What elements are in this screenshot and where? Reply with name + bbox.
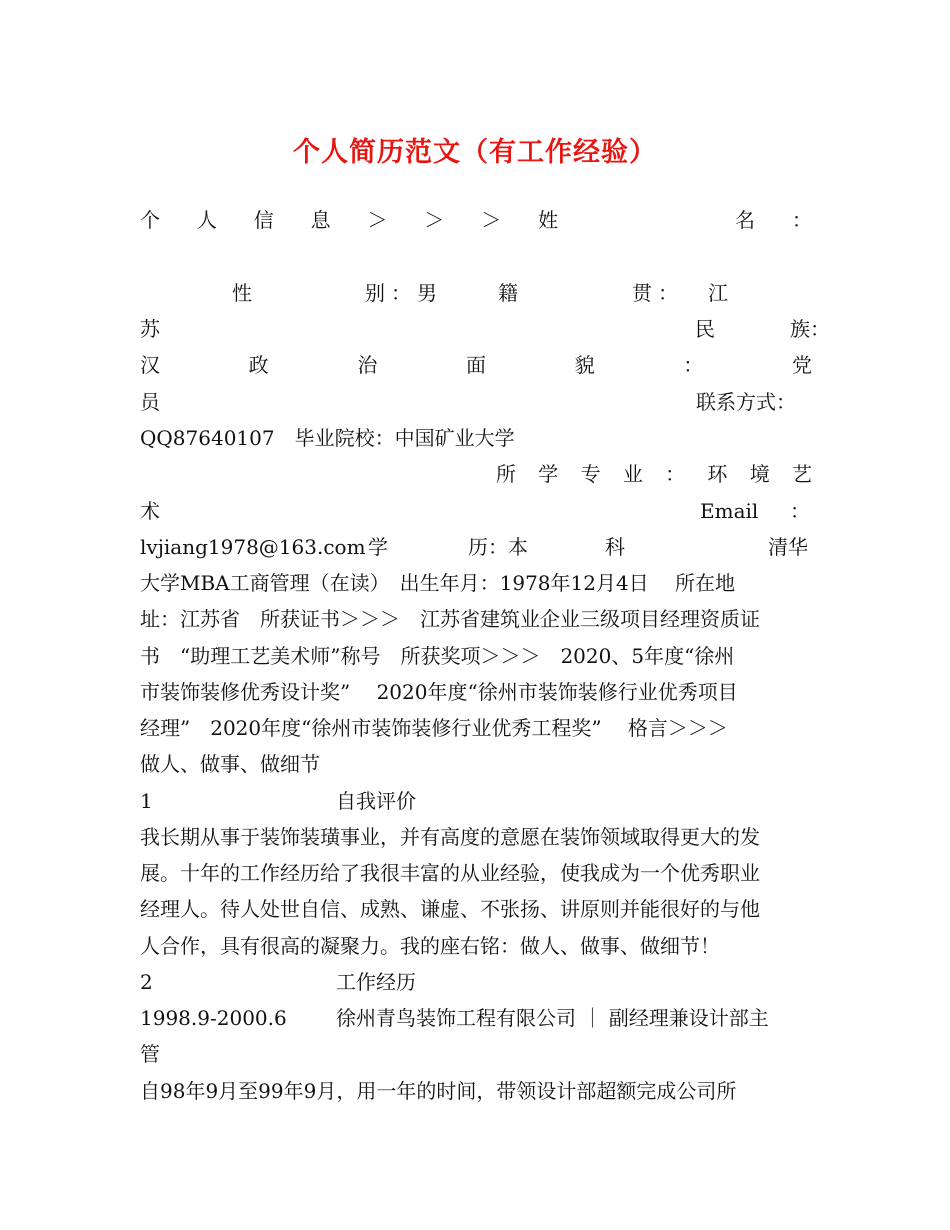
major-char: ： bbox=[665, 462, 686, 486]
nation-label-2: 族： bbox=[790, 317, 830, 341]
info-char: 息 bbox=[310, 208, 331, 232]
job-company: 徐州青鸟装饰工程有限公司 ｜ 副经理兼设计部主 bbox=[336, 1006, 769, 1030]
info-char: 人 bbox=[196, 208, 217, 232]
job-row bbox=[140, 1000, 812, 1036]
text-line: 书 “助理工艺美术师”称号 所获奖项＞＞＞ 2020、5年度“徐州 bbox=[140, 644, 735, 668]
paragraph-line: 经理人。待人处世自信、成熟、谦虚、不张扬、讲原则并能很好的与他 bbox=[140, 897, 760, 921]
politics-char: 治 bbox=[357, 353, 378, 377]
degree-value-2: 科 bbox=[605, 535, 625, 559]
info-char: 信 bbox=[253, 208, 274, 232]
native-label-2: 贯： bbox=[632, 281, 684, 305]
politics-char: 政 bbox=[248, 353, 269, 377]
email-colon: ： bbox=[790, 499, 810, 523]
politics-char: 汉 bbox=[140, 353, 160, 377]
email-value: lvjiang1978@163.com bbox=[140, 535, 366, 559]
info-char: ： bbox=[791, 208, 812, 232]
section-heading-work bbox=[140, 964, 812, 1000]
page-title: 个人简历范文（有工作经验） bbox=[293, 137, 657, 168]
major-char: 学 bbox=[538, 462, 559, 486]
nation-label: 民 bbox=[695, 317, 715, 341]
section-number: 2 bbox=[140, 970, 153, 994]
info-char: ＞ bbox=[424, 208, 445, 232]
section-label: 自我评价 bbox=[336, 789, 416, 813]
major-char: 境 bbox=[749, 462, 770, 486]
email-label: Email bbox=[700, 499, 759, 523]
gender-row bbox=[140, 275, 812, 311]
paragraph-line: 自98年9月至99年9月，用一年的时间，带领设计部超额完成公司所 bbox=[140, 1079, 737, 1103]
gender-value: 别：男 bbox=[365, 281, 443, 305]
text-line: 做人、做事、做细节 bbox=[140, 752, 320, 776]
email-row bbox=[140, 529, 812, 565]
text-line: 址：江苏省 所获证书＞＞＞ 江苏省建筑业企业三级项目经理资质证 bbox=[140, 607, 760, 631]
text-line: 市装饰装修优秀设计奖” 2020年度“徐州市装饰装修行业优秀项目 bbox=[140, 680, 738, 704]
email-label-row bbox=[140, 493, 812, 529]
info-header-row bbox=[140, 202, 812, 238]
native-label: 籍 bbox=[498, 281, 518, 305]
degree-label: 学 bbox=[368, 535, 388, 559]
section-number: 1 bbox=[140, 789, 153, 813]
major-char: 专 bbox=[580, 462, 601, 486]
info-char: 姓 bbox=[538, 208, 559, 232]
native-value: 江 bbox=[708, 281, 728, 305]
nation-row bbox=[140, 311, 830, 347]
politics-row bbox=[140, 347, 812, 383]
major-char: 环 bbox=[707, 462, 728, 486]
section-heading-self-eval bbox=[140, 783, 812, 819]
contact-label: 联系方式： bbox=[696, 390, 796, 414]
politics-char: 面 bbox=[465, 353, 486, 377]
contact-row bbox=[140, 384, 812, 420]
job-cont: 管 bbox=[140, 1042, 160, 1066]
nation-left: 苏 bbox=[140, 317, 160, 341]
politics-char: ： bbox=[683, 353, 704, 377]
info-char: 个 bbox=[140, 208, 160, 232]
text-line: 经理” 2020年度“徐州市装饰装修行业优秀工程奖” 格言＞＞＞ bbox=[140, 716, 728, 740]
paragraph-line: 展。十年的工作经历给了我很丰富的从业经验，使我成为一个优秀职业 bbox=[140, 861, 760, 885]
major-row bbox=[140, 456, 812, 492]
major-char: 艺 bbox=[791, 462, 812, 486]
politics-char: 党 bbox=[791, 353, 812, 377]
info-char: 名 bbox=[735, 208, 755, 232]
contact-left: 员 bbox=[140, 390, 160, 414]
degree-value: 历：本 bbox=[468, 535, 528, 559]
school-start: 清华 bbox=[768, 535, 808, 559]
gender-label: 性 bbox=[232, 281, 252, 305]
qq-school-row: QQ87640107 毕业院校：中国矿业大学 bbox=[140, 426, 515, 450]
info-char: ＞ bbox=[481, 208, 502, 232]
info-char: ＞ bbox=[367, 208, 388, 232]
text-line: 大学MBA工商管理（在读） 出生年月：1978年12月4日 所在地 bbox=[140, 571, 736, 595]
major-char: 所 bbox=[496, 462, 516, 486]
email-left: 术 bbox=[140, 499, 160, 523]
section-label: 工作经历 bbox=[336, 970, 416, 994]
paragraph-line: 人合作，具有很高的凝聚力。我的座右铭：做人、做事、做细节！ bbox=[140, 934, 720, 958]
politics-char: 貌 bbox=[574, 353, 595, 377]
paragraph-line: 我长期从事于装饰装璜事业，并有高度的意愿在装饰领域取得更大的发 bbox=[140, 825, 760, 849]
major-char: 业 bbox=[622, 462, 643, 486]
job-period: 1998.9-2000.6 bbox=[140, 1006, 287, 1030]
